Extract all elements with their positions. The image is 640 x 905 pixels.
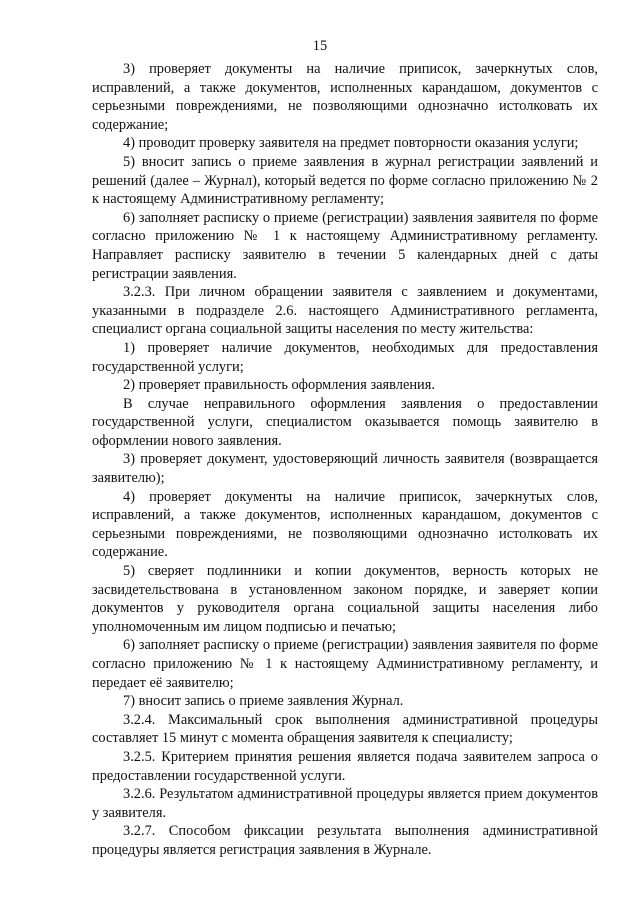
paragraph: 3.2.5. Критерием принятия решения является подача заявителем запроса о предоставлении государственной услуги. — [92, 748, 598, 784]
document-body — [92, 60, 598, 860]
paragraph: 4) проверяет документы на наличие приписок, зачеркнутых слов, исправлений, а также документов, исполненных карандашом, документов с серьезными повреждениями, не позволяющими однозначно истолковать их содержание. — [92, 488, 598, 561]
paragraph: 3.2.7. Способом фиксации результата выполнения административной процедуры является регистрация заявления в Журнале. — [92, 823, 598, 858]
page-number: 15 — [312, 38, 328, 54]
paragraph: В случае неправильного оформления заявления о предоставлении государственной услуги, специалистом оказывается помощь заявителю в оформлении нового заявления. — [92, 395, 598, 449]
paragraph: 4) проводит проверку заявителя на предмет повторности оказания услуги; — [123, 135, 579, 152]
paragraph: 3) проверяет документ, удостоверяющий личность заявителя (возвращается заявителю); — [92, 451, 598, 487]
paragraph: 3.2.6. Результатом административной процедуры является прием документов у заявителя. — [92, 786, 598, 821]
paragraph: 6) заполняет расписку о приеме (регистрации) заявления заявителя по форме согласно приложению № 1 к настоящему Административному регламенту. Направляет расписку заявителю в течении 5 календарных дней с даты регистрации заявления. — [92, 209, 598, 282]
paragraph: 2) проверяет правильность оформления заявления. — [123, 377, 435, 394]
paragraph: 6) заполняет расписку о приеме (регистрации) заявления заявителя по форме согласно приложению № 1 к настоящему Административному регламенту, и передает её заявителю; — [92, 637, 598, 691]
paragraph: 5) вносит запись о приеме заявления в журнал регистрации заявлений и решений (далее – Журнал), который ведется по форме согласно приложению № 2 к настоящему Административному регламенту; — [92, 153, 598, 208]
paragraph: 5) сверяет подлинники и копии документов, верность которых не засвидетельствована в установленном законом порядке, и заверяет копии документов у руководителя органа социальной защиты населения либо уполномоченным им лицом подписью и печатью; — [92, 563, 598, 635]
paragraph: 7) вносит запись о приеме заявления Журнал. — [123, 693, 404, 710]
paragraph: 3.2.4. Максимальный срок выполнения административной процедуры составляет 15 минут с момента обращения заявителя к специалисту; — [92, 711, 598, 747]
paragraph: 3) проверяет документы на наличие приписок, зачеркнутых слов, исправлений, а также документов, исполненных карандашом, документов с серьезными повреждениями, не позволяющими однозначно истолковать их содержание; — [92, 61, 598, 133]
paragraph: 3.2.3. При личном обращении заявителя с заявлением и документами, указанными в подразделе 2.6. настоящего Административного регламента, специалист органа социальной защиты населения по месту жительства: — [92, 284, 598, 338]
paragraph: 1) проверяет наличие документов, необходимых для предоставления государственной услуги; — [92, 339, 598, 375]
